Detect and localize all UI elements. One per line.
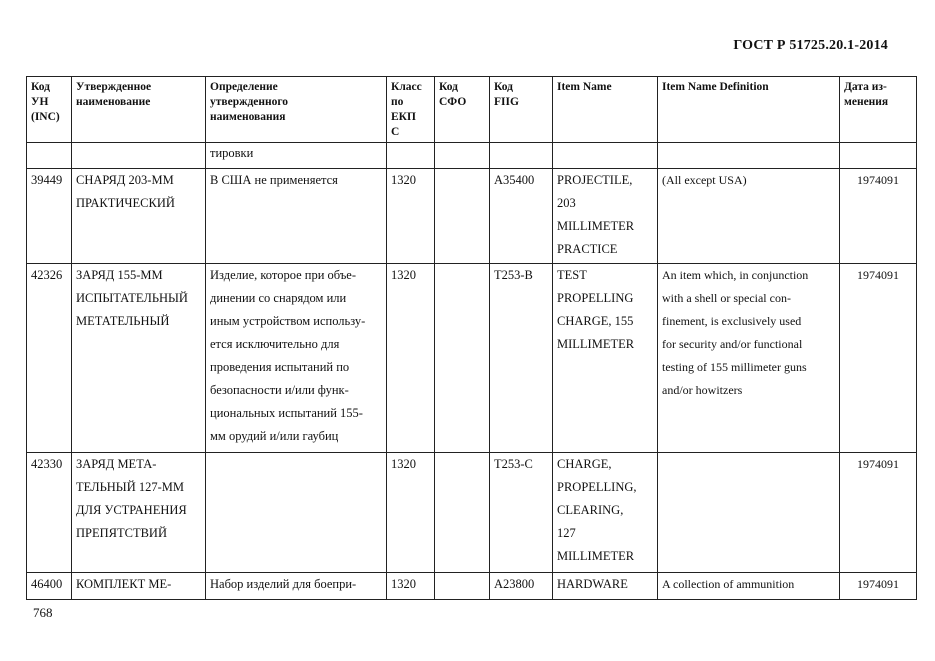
cell-fiig: A23800 (490, 573, 553, 600)
table-row (27, 453, 917, 573)
cell-definition: Изделие, которое при объе- динении со снарядом или иным устройством использу- ется исключительно для проведения испытаний по безопасности и/или функ- циональных испытаний 155- мм орудий и/или гаубиц (206, 264, 387, 453)
cell-item-name: TEST PROPELLING CHARGE, 155 MILLIMETER (553, 264, 658, 453)
cell-empty (387, 143, 435, 169)
cell-empty (840, 143, 917, 169)
header-fiig-code: Код FIIG (490, 77, 553, 143)
cell-empty (490, 143, 553, 169)
cell-empty (553, 143, 658, 169)
cell-sfo (435, 169, 490, 264)
cell-item-name: HARDWARE (553, 573, 658, 600)
cell-empty (27, 143, 72, 169)
header-approved-name: Утвержденное наименование (72, 77, 206, 143)
page-number: 768 (33, 605, 53, 620)
table-row (27, 264, 917, 453)
cell-code: 39449 (27, 169, 72, 264)
cell-definition: В США не применяется (206, 169, 387, 264)
cell-definition: Набор изделий для боепри- (206, 573, 387, 600)
cell-change-date: 1974091 (840, 169, 917, 264)
header-inc-code: Код УН (INC) (27, 77, 72, 143)
table-row-continuation (27, 143, 917, 169)
cell-change-date: 1974091 (840, 453, 917, 573)
cell-fiig: T253-C (490, 453, 553, 573)
cell-change-date: 1974091 (840, 573, 917, 600)
table-row (27, 573, 917, 600)
cell-code: 46400 (27, 573, 72, 600)
header-item-name-definition: Item Name Definition (658, 77, 840, 143)
cell-fiig: T253-B (490, 264, 553, 453)
cell-item-definition: An item which, in conjunction with a shell or special con- finement, is exclusively used for security and/or functional testing of 155 millimeter guns and/or howitzers (658, 264, 840, 453)
cell-item-definition: (All except USA) (658, 169, 840, 264)
cell-empty (658, 143, 840, 169)
cell-item-definition (658, 453, 840, 573)
cell-approved-name: КОМПЛЕКТ МЕ- (72, 573, 206, 600)
cell-empty (435, 143, 490, 169)
cell-item-name: CHARGE, PROPELLING, CLEARING, 127 MILLIMETER (553, 453, 658, 573)
cell-fiig: A35400 (490, 169, 553, 264)
cell-sfo (435, 453, 490, 573)
table-header-row (27, 77, 917, 143)
cell-sfo (435, 264, 490, 453)
cell-empty (72, 143, 206, 169)
table-row (27, 169, 917, 264)
item-names-table (26, 76, 917, 600)
header-item-name: Item Name (553, 77, 658, 143)
document-standard-number: ГОСТ Р 51725.20.1-2014 (733, 38, 888, 53)
cell-approved-name: СНАРЯД 203-ММ ПРАКТИЧЕСКИЙ (72, 169, 206, 264)
header-change-date: Дата из- менения (840, 77, 917, 143)
cell-approved-name: ЗАРЯД 155-ММ ИСПЫТАТЕЛЬНЫЙ МЕТАТЕЛЬНЫЙ (72, 264, 206, 453)
cell-change-date: 1974091 (840, 264, 917, 453)
header-name-definition: Определение утвержденного наименования (206, 77, 387, 143)
cell-definition (206, 453, 387, 573)
cell-approved-name: ЗАРЯД МЕТА- ТЕЛЬНЫЙ 127-ММ ДЛЯ УСТРАНЕНИЯ ПРЕПЯТСТВИЙ (72, 453, 206, 573)
header-class: Класс по ЕКП С (387, 77, 435, 143)
cell-sfo (435, 573, 490, 600)
cell-code: 42326 (27, 264, 72, 453)
cell-class: 1320 (387, 264, 435, 453)
cell-class: 1320 (387, 169, 435, 264)
cell-class: 1320 (387, 453, 435, 573)
cell-item-name: PROJECTILE, 203 MILLIMETER PRACTICE (553, 169, 658, 264)
cell-item-definition: A collection of ammunition (658, 573, 840, 600)
cell-definition-continuation: тировки (206, 143, 387, 169)
header-sfo-code: Код СФО (435, 77, 490, 143)
cell-code: 42330 (27, 453, 72, 573)
cell-class: 1320 (387, 573, 435, 600)
